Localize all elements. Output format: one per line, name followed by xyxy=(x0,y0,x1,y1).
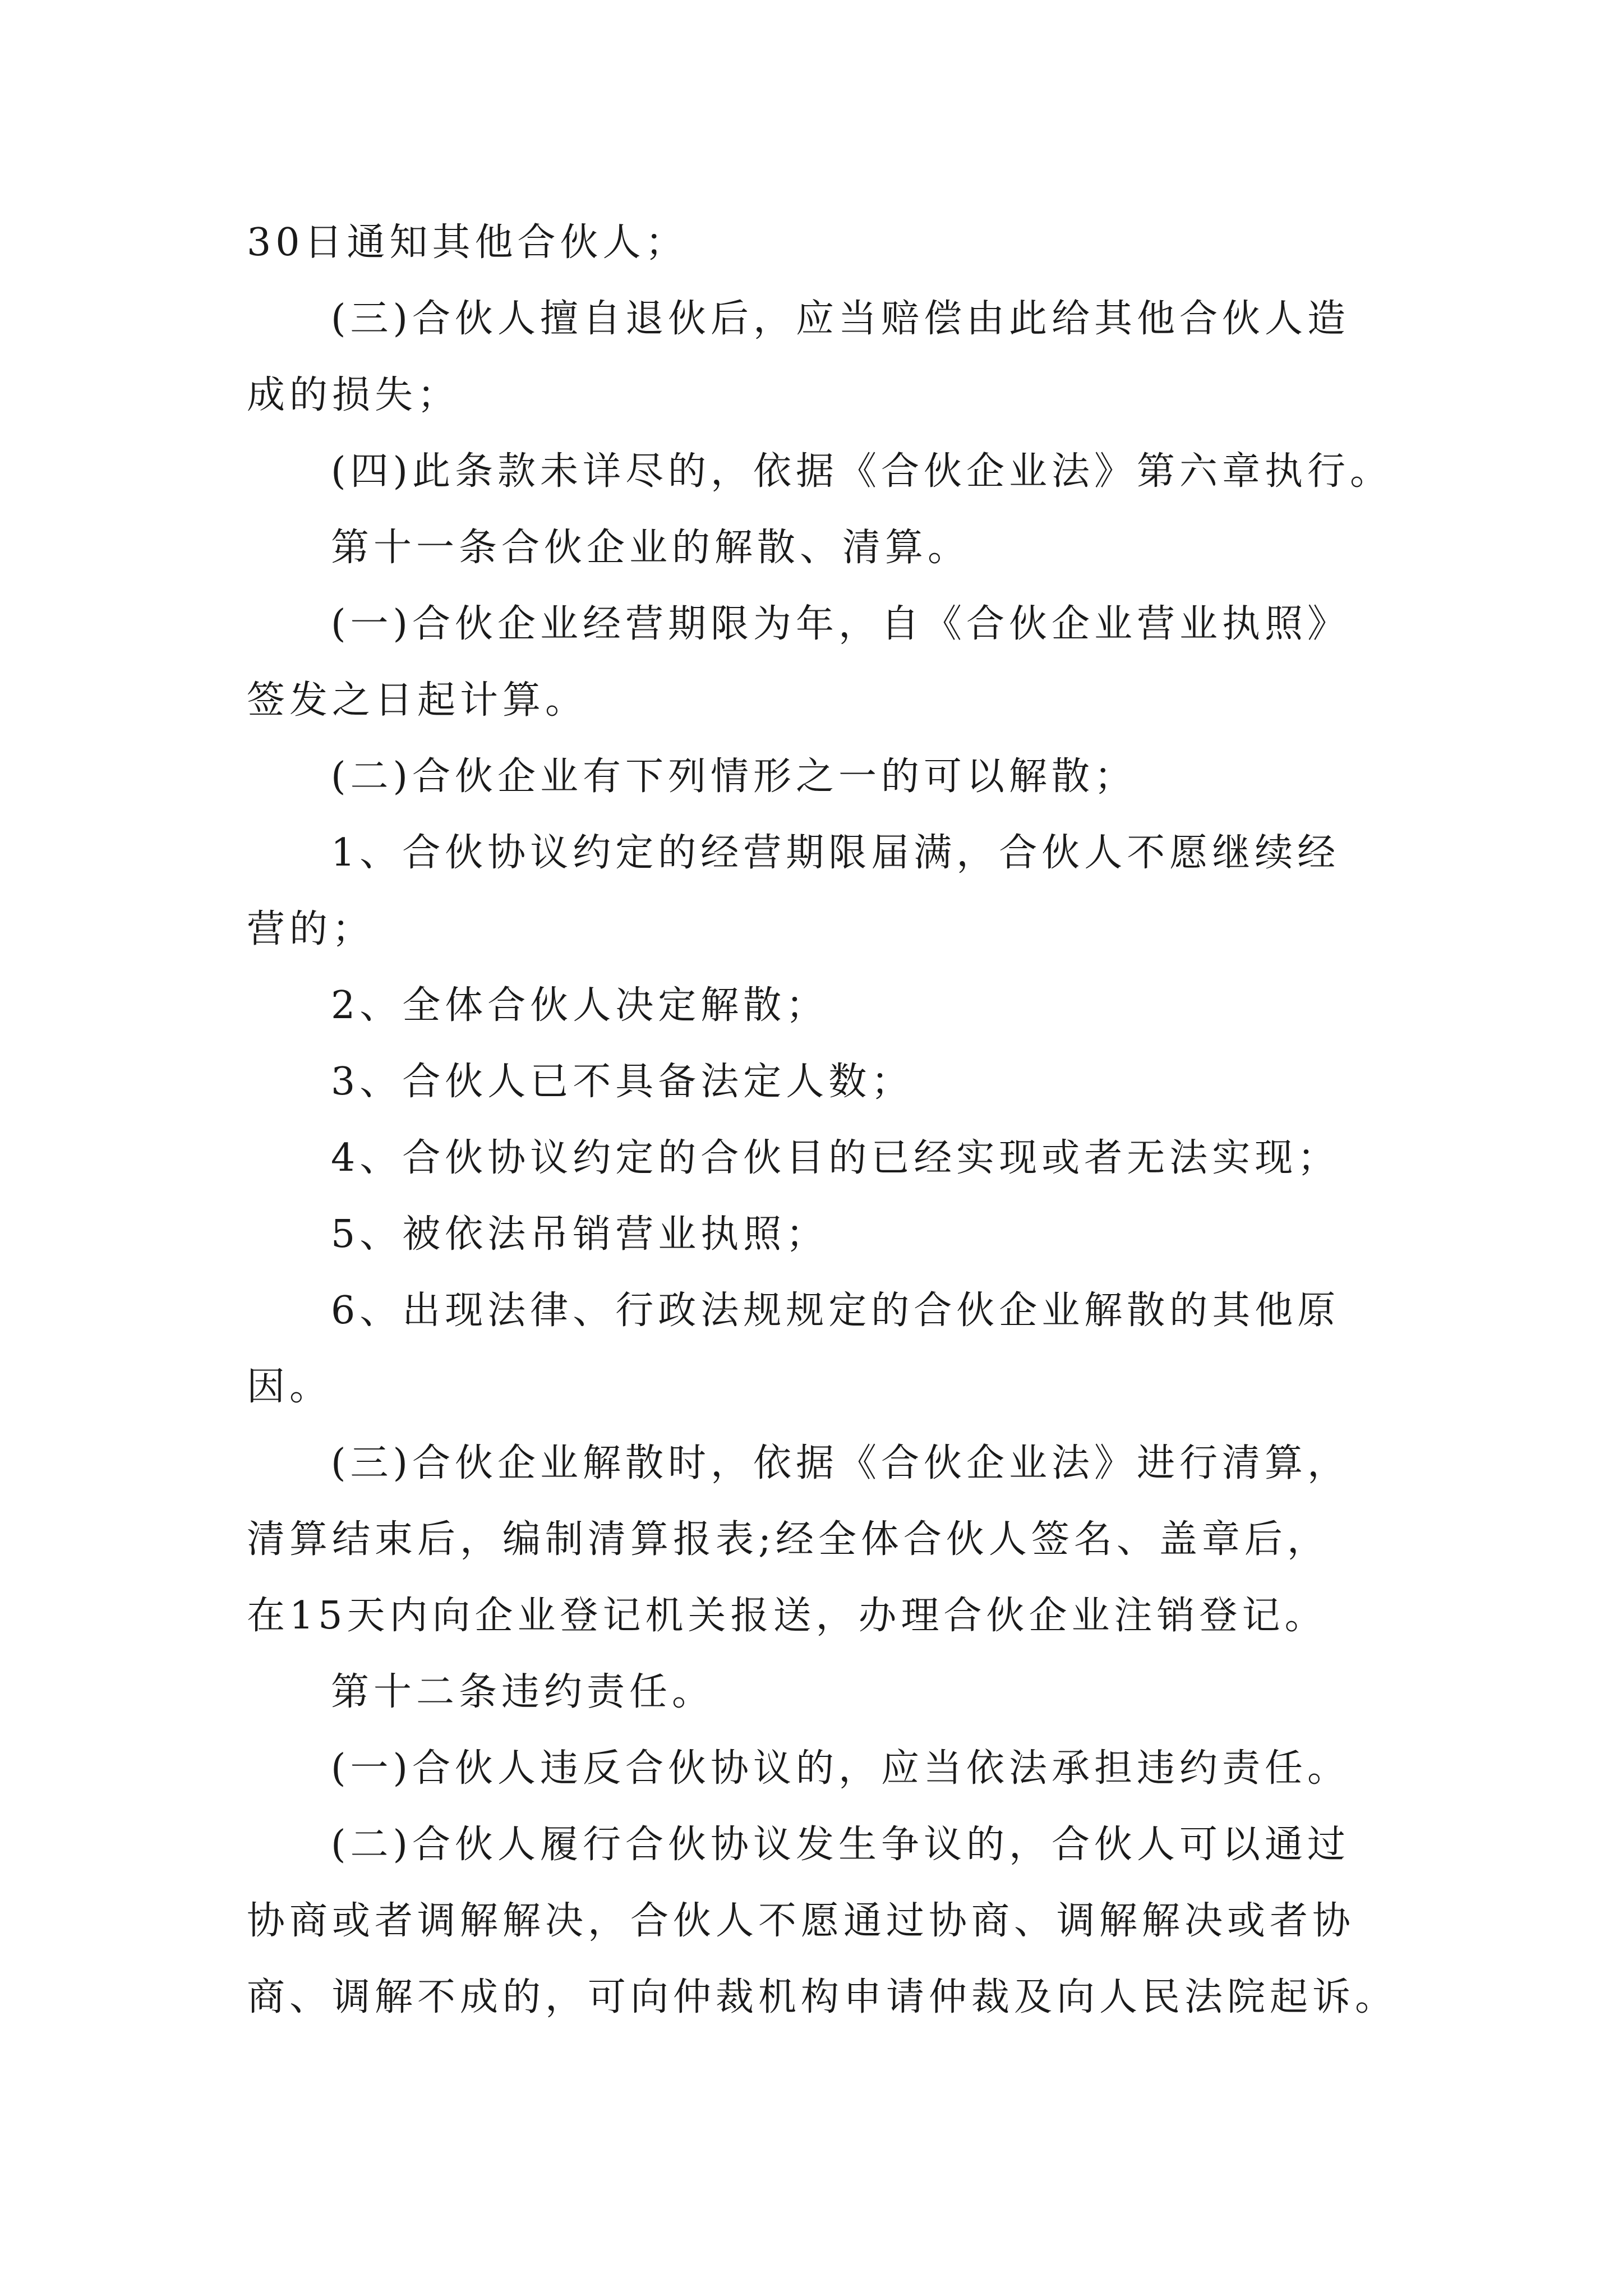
text-line: 2、全体合伙人决定解散； xyxy=(331,983,829,1028)
text-line: (四)此条款未详尽的，依据《合伙企业法》第六章执行。 xyxy=(331,449,1393,494)
text-line: 因。 xyxy=(247,1365,333,1409)
text-line: 4、合伙协议约定的合伙目的已经实现或者无法实现； xyxy=(331,1136,1340,1180)
text-line: 协商或者调解解决，合伙人不愿通过协商、调解解决或者协 xyxy=(247,1899,1355,1943)
text-line: 5、被依法吊销营业执照； xyxy=(331,1212,829,1257)
text-line: (三)合伙人擅自退伙后，应当赔偿由此给其他合伙人造 xyxy=(331,297,1350,341)
text-line: (二)合伙人履行合伙协议发生争议的，合伙人可以通过 xyxy=(331,1823,1350,1867)
section-heading: 第十一条合伙企业的解散、清算。 xyxy=(331,526,971,570)
text-line: 营的； xyxy=(247,907,375,951)
text-line: 6、出现法律、行政法规规定的合伙企业解散的其他原 xyxy=(331,1289,1340,1333)
text-line: 成的损失； xyxy=(247,373,460,417)
text-line: (二)合伙企业有下列情形之一的可以解散； xyxy=(331,754,1137,799)
text-line: 商、调解不成的，可向仲裁机构申请仲裁及向人民法院起诉。 xyxy=(247,1975,1398,2019)
section-heading: 第十二条违约责任。 xyxy=(331,1670,715,1714)
text-line: 3、合伙人已不具备法定人数； xyxy=(331,1060,914,1104)
text-line: 30日通知其他合伙人； xyxy=(247,220,688,265)
text-line: 1、合伙协议约定的经营期限届满，合伙人不愿继续经 xyxy=(331,831,1340,875)
text-line: (一)合伙人违反合伙协议的，应当依法承担违约责任。 xyxy=(331,1746,1350,1791)
text-line: (一)合伙企业经营期限为年，自《合伙企业营业执照》 xyxy=(331,602,1350,646)
text-line: 在15天内向企业登记机关报送，办理合伙企业注销登记。 xyxy=(247,1594,1327,1638)
text-line: 清算结束后，编制清算报表;经全体合伙人签名、盖章后， xyxy=(247,1517,1330,1562)
text-line: (三)合伙企业解散时，依据《合伙企业法》进行清算， xyxy=(331,1441,1350,1485)
text-line: 签发之日起计算。 xyxy=(247,678,588,723)
